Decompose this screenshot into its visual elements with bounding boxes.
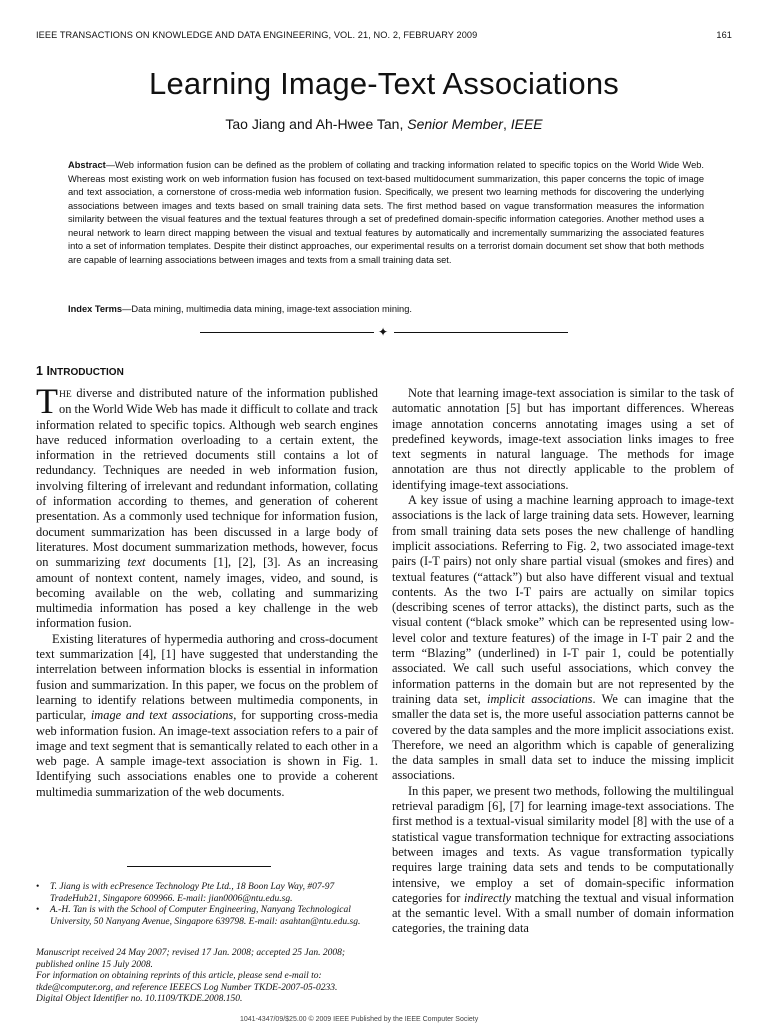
running-header xyxy=(36,30,732,44)
doi-info: Digital Object Identifier no. 10.1109/TKDE.2008.150. xyxy=(36,994,243,1005)
author-footnotes xyxy=(36,882,378,928)
right-paragraph-3 xyxy=(392,784,734,937)
index-terms-text: —Data mining, multimedia data mining, image-text association mining. xyxy=(122,304,412,314)
abstract xyxy=(68,159,704,267)
diamond-icon: ✦ xyxy=(378,325,389,339)
paragraph-text: , for supporting cross-media web information fusion. An image-text association refers to a pair of image and text segment that is semantically related to each other in a web page. A sample image-text association is shown in Fig. 1. Identifying such associations enables one to provide a coherent multimedia summarization of the web documents. xyxy=(36,708,378,799)
reprints-info: For information on obtaining reprints of this article, please send e-mail to: tkde@computer.org, and reference IEEECS Log Number TKDE-2007-05-0233. xyxy=(36,971,338,993)
separator-line-right xyxy=(394,332,568,333)
emphasis-text: image and text associations xyxy=(90,708,234,723)
footnote-text: A.-H. Tan is with the School of Computer Engineering, Nanyang Technological University, 50 Nanyang Avenue, Singapore 639798. E-mail: asahtan@ntu.edu.sg. xyxy=(50,905,361,927)
intro-paragraph-2 xyxy=(36,632,378,800)
index-terms xyxy=(68,304,704,314)
section-rest: NTRODUCTION xyxy=(49,367,124,378)
footnote-rule xyxy=(127,866,271,867)
section-initial: I xyxy=(46,364,50,378)
section-number: 1 xyxy=(36,364,43,378)
emphasis-text: implicit associations xyxy=(487,691,593,706)
page-number: 161 xyxy=(716,30,732,40)
right-paragraph-2 xyxy=(392,493,734,784)
author-role: Senior Member xyxy=(407,116,503,132)
manuscript-dates: Manuscript received 24 May 2007; revised 17 Jan. 2008; accepted 25 Jan. 2008; published online 15 July 2008. xyxy=(36,948,346,970)
right-column xyxy=(392,386,734,937)
intro-paragraph-1 xyxy=(36,381,378,632)
abstract-text: —Web information fusion can be defined as the problem of collating and tracking information related to specific topics on the World Wide Web. Whereas most existing work on web information fusion has focused on text-based multidocument summarization, this paper concerns the topic of image and text association, a cornerstone of cross-media web information fusion. Specifically, we present two learning methods for discovering the underlying associations between images and texts based on small training data sets. The first method based on vague transformation measures the information similarity between the visual features and the textual features through a set of predefined domain-specific information categories. Another method uses a neural network to learn direct mapping between the visual and textual features by automatically and incrementally summarizing the associated features into a set of information templates. Despite their distinct approaches, our experimental results on a terrorist domain document set show that both methods are capable of learning associations between images and texts from a small training data set. xyxy=(68,160,704,265)
right-paragraph-1: Note that learning image-text association is similar to the task of automatic annotation [5] but has important differences. Whereas image annotation concerns annotating images using a set of predefined keywords, image-text association links images to free text segments in natural language. The methods for image annotation are thus not directly applicable to the problem of identifying image-text associations. xyxy=(392,386,734,492)
paragraph-text: . We can imagine that the smaller the data set is, the more useful association patterns cannot be covered by the data samples and the more implicit associations exist. Therefore, we need an algorithm which is capable of generalizing the data samples in small data set to induce the missing implicit associations. xyxy=(392,691,734,783)
journal-info: IEEE TRANSACTIONS ON KNOWLEDGE AND DATA ENGINEERING, VOL. 21, NO. 2, FEBRUARY 2009 xyxy=(36,30,478,40)
bullet-icon: • xyxy=(36,882,40,892)
left-column xyxy=(36,381,378,800)
drop-cap: T xyxy=(36,381,58,421)
abstract-label: Abstract xyxy=(68,160,106,170)
paper-title: Learning Image-Text Associations xyxy=(149,66,619,101)
footnote-author-2 xyxy=(36,905,378,928)
author-society: IEEE xyxy=(510,116,543,132)
emphasis-text: text xyxy=(127,555,146,570)
footnote-author-1 xyxy=(36,882,378,905)
manuscript-footnotes xyxy=(36,948,378,1006)
author-names: Tao Jiang and Ah-Hwee Tan, xyxy=(225,116,404,132)
small-caps-lead: HE xyxy=(59,389,72,400)
separator-line-left xyxy=(200,332,374,333)
paragraph-text: documents [1], [2], [3]. As an increasing amount of nontext content, namely images, video, and sound, is becoming available on the web, collating and summarizing multimedia information has posed a key challenge in the web information fusion. xyxy=(36,555,378,631)
paragraph-text: A key issue of using a machine learning approach to image-text associations is the lack of large training data sets. However, learning from small training data sets poses the new challenge of handling implicit associations. Referring to Fig. 2, two associated image-text pairs (I-T pairs) not only share partial visual (smokes and fires) and textual features (“attack”) but also have different visual and textual contents. As the two I-T pairs are actually on similar topics (describing scenes of terror attacks), the distinct parts, such as the visual content (“black smoke” which can be represented using low-level color and texture features) of the image in I-T pair 2 and the term “Blazing” (underlined) in I-T pair 1, could be potentially associated. We call such useful associations, which convey the information patterns in the domain but are not represented by the training data set, xyxy=(392,493,734,706)
copyright-line: 1041-4347/09/$25.00 © 2009 IEEE Published by the IEEE Computer Society xyxy=(240,1016,479,1023)
footnote-text: T. Jiang is with ecPresence Technology Pte Ltd., 18 Boon Lay Way, #07-97 TradeHub21, Singapore 609966. E-mail: jian0006@ntu.edu.sg. xyxy=(50,882,335,904)
paragraph-text: diverse and distributed nature of the information published on the World Wide Web has made it difficult to collate and track information related to specific topics. Although web search engines have reduced information overloading to a certain extent, the information in the retrieved documents still contains a lot of redundancy. Techniques are needed in web information fusion, involving filtering of irrelevant and redundant information, collating of information according to themes, and generation of coherent presentation. As a commonly used technique for information fusion, document summarization has been discussed in a large body of literatures. Most document summarization methods, however, focus on summarizing xyxy=(36,386,378,570)
section-heading xyxy=(36,364,124,378)
bullet-icon: • xyxy=(36,905,40,916)
paragraph-text: Existing literatures of hypermedia authoring and cross-document text summarization [4], [1] have suggested that understanding the interrelation between information blocks is essential in information fusion and summarization. In this paper, we focus on the problem of learning to identify relations between multimedia components, in particular, xyxy=(36,631,378,723)
paragraph-text: In this paper, we present two methods, following the multilingual retrieval paradigm [6], [7] for learning image-text associations. The first method is a textual-visual similarity model [8] with the use of a statistical vague transformation technique for extracting associations between images and texts. As vague transformation typically requires large training data sets and tends to be computationally intensive, we employ a set of domain-specific information categories for xyxy=(392,783,734,905)
author-separator: , xyxy=(502,116,511,132)
section-separator xyxy=(200,327,568,339)
paragraph-text: matching the textual and visual information at the semantic level. With a small number of domain information categories, the training data xyxy=(392,890,734,936)
authors-line xyxy=(0,116,768,132)
emphasis-text: indirectly xyxy=(464,890,512,905)
index-terms-label: Index Terms xyxy=(68,304,123,314)
